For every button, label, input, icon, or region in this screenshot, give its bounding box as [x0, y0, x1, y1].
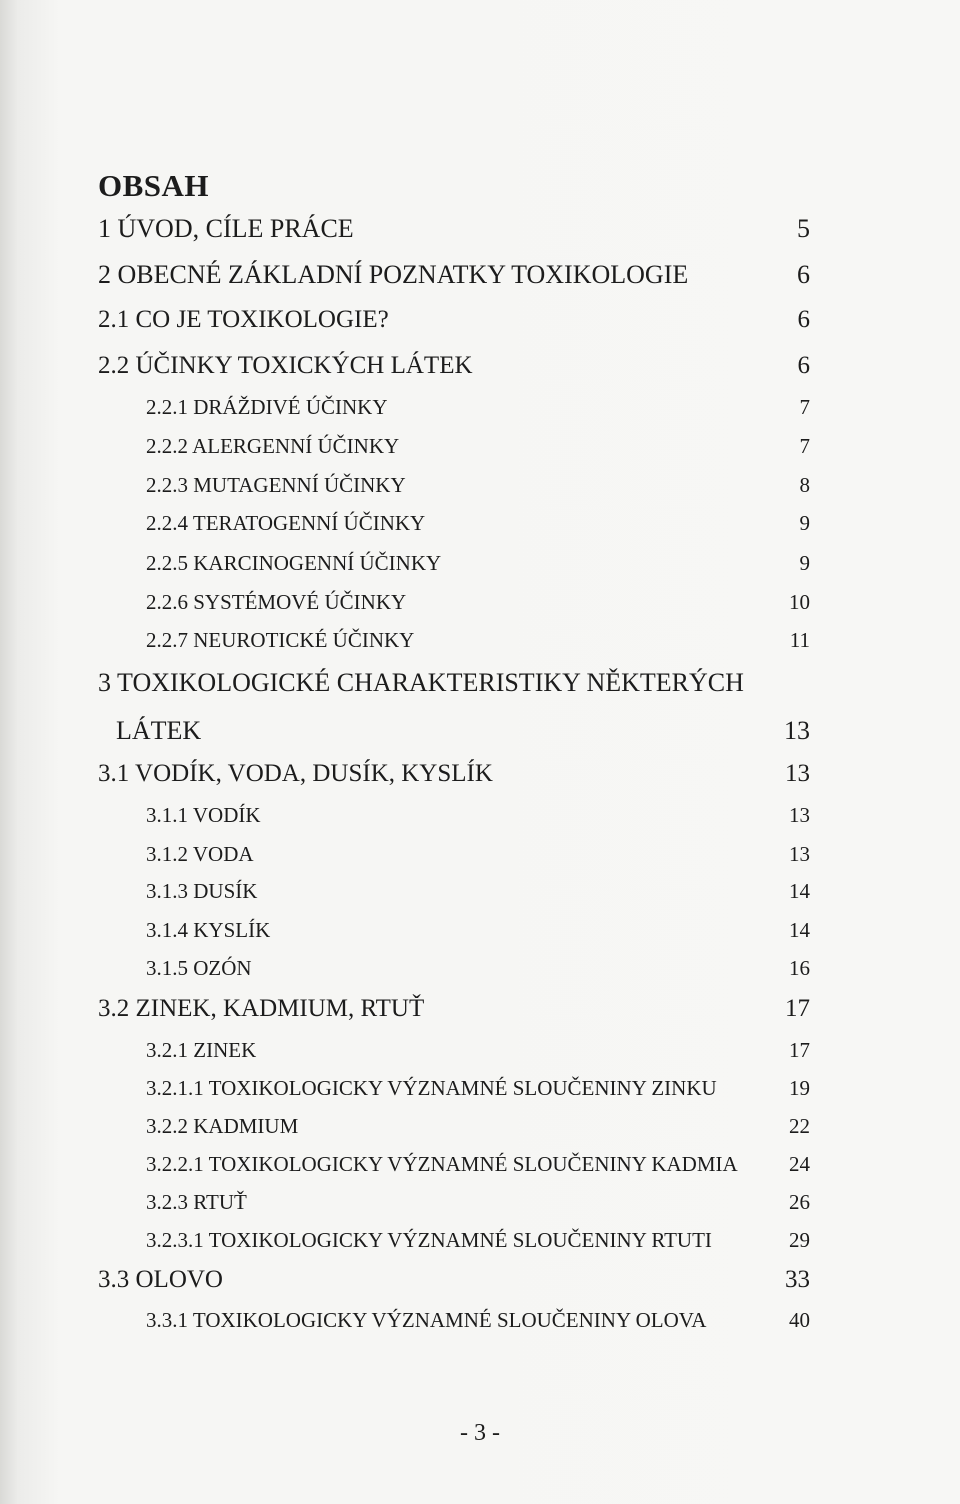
toc-entry-page: 13 [785, 760, 810, 787]
toc-entry [0, 918, 960, 952]
toc-entry-page: 14 [789, 879, 810, 903]
toc-entry [0, 628, 960, 662]
toc-entry-title: 3.2.3.1 TOXIKOLOGICKY VÝZNAMNÉ SLOUČENINY RTUTI [146, 1228, 712, 1252]
toc-entry-title: 3.2.2.1 TOXIKOLOGICKY VÝZNAMNÉ SLOUČENINY KADMIA [146, 1152, 738, 1176]
toc-entry [0, 551, 960, 585]
toc-entry [0, 716, 960, 750]
toc-entry-title: 3.1.2 VODA [146, 842, 254, 866]
toc-entry-page: 9 [799, 551, 810, 575]
toc-entry-title: 3.1.4 KYSLÍK [146, 918, 271, 942]
toc-entry-title: 2.2.3 MUTAGENNÍ ÚČINKY [146, 473, 406, 497]
toc-entry [0, 1114, 960, 1148]
toc-entry-page: 6 [797, 260, 810, 289]
toc-entry-page: 7 [799, 395, 810, 419]
toc-entry-title: 2.2.6 SYSTÉMOVÉ ÚČINKY [146, 590, 407, 614]
toc-entry-title: 2.2.2 ALERGENNÍ ÚČINKY [146, 434, 400, 458]
toc-entry-title: 3.2.3 RTUŤ [146, 1190, 247, 1214]
page-number: - 3 - [460, 1420, 500, 1446]
toc-entry [0, 434, 960, 468]
toc-entry-title: 2.2.5 KARCINOGENNÍ ÚČINKY [146, 551, 442, 575]
toc-entry [0, 1190, 960, 1224]
toc-entry [0, 1228, 960, 1262]
toc-entry [0, 1152, 960, 1186]
toc-entry-title: LÁTEK [116, 716, 202, 745]
toc-entry [0, 395, 960, 429]
toc-entry-page: 5 [797, 214, 810, 243]
toc-entry-page: 8 [799, 473, 810, 497]
toc-entry [0, 352, 960, 386]
toc-entry-title: 2.2 ÚČINKY TOXICKÝCH LÁTEK [98, 352, 473, 379]
toc-entry-title: 3.2.1 ZINEK [146, 1038, 257, 1062]
toc-entry-title: 3.1 VODÍK, VODA, DUSÍK, KYSLÍK [98, 760, 493, 787]
toc-entry-page: 6 [797, 352, 810, 379]
toc-entry-title: 2 OBECNÉ ZÁKLADNÍ POZNATKY TOXIKOLOGIE [98, 260, 689, 289]
toc-entry [0, 1038, 960, 1072]
toc-heading: OBSAH [98, 168, 210, 203]
toc-entry-page: 33 [785, 1266, 810, 1293]
toc-entry-page: 17 [785, 995, 810, 1022]
toc-entry [0, 214, 960, 248]
toc-entry-page: 6 [797, 306, 810, 333]
toc-entry [0, 995, 960, 1029]
toc-entry-title: 2.2.7 NEUROTICKÉ ÚČINKY [146, 628, 415, 652]
toc-entry-page: 13 [789, 842, 810, 866]
toc-entry-page: 11 [789, 628, 810, 652]
toc-entry [0, 1266, 960, 1300]
toc-entry [0, 590, 960, 624]
toc-entry-title: 2.2.1 DRÁŽDIVÉ ÚČINKY [146, 395, 388, 419]
toc-entry-page: 7 [799, 434, 810, 458]
toc-entry-title: 3.3 OLOVO [98, 1266, 223, 1293]
toc-entry [0, 1308, 960, 1342]
toc-entry-page: 17 [789, 1038, 810, 1062]
toc-entry-page: 13 [784, 716, 810, 745]
toc-entry [0, 306, 960, 340]
toc-entry-title: 3 TOXIKOLOGICKÉ CHARAKTERISTIKY NĚKTERÝCH [98, 668, 744, 697]
toc-entry-title: 1 ÚVOD, CÍLE PRÁCE [98, 214, 354, 243]
toc-entry-title: 3.2.2 KADMIUM [146, 1114, 299, 1138]
toc-entry-page: 16 [789, 956, 810, 980]
toc-entry-title: 3.3.1 TOXIKOLOGICKY VÝZNAMNÉ SLOUČENINY OLOVA [146, 1308, 707, 1332]
toc-entry [0, 668, 960, 702]
toc-entry-page: 10 [789, 590, 810, 614]
toc-entry [0, 260, 960, 294]
toc-entry [0, 956, 960, 990]
toc-entry [0, 842, 960, 876]
toc-entry-page: 9 [799, 511, 810, 535]
toc-entry-page: 13 [789, 803, 810, 827]
toc-entry [0, 760, 960, 794]
toc-entry-page: 22 [789, 1114, 810, 1138]
toc-entry-page: 26 [789, 1190, 810, 1214]
toc-entry-page: 14 [789, 918, 810, 942]
toc-entry [0, 803, 960, 837]
toc-entry-page: 29 [789, 1228, 810, 1252]
toc-entry-title: 3.1.3 DUSÍK [146, 879, 258, 903]
toc-entry-title: 3.1.1 VODÍK [146, 803, 261, 827]
toc-entry-title: 3.2 ZINEK, KADMIUM, RTUŤ [98, 995, 425, 1022]
toc-entry-title: 2.1 CO JE TOXIKOLOGIE? [98, 306, 389, 333]
toc-entry [0, 473, 960, 507]
toc-entry-page: 19 [789, 1076, 810, 1100]
toc-entry [0, 511, 960, 545]
toc-entry-title: 2.2.4 TERATOGENNÍ ÚČINKY [146, 511, 426, 535]
toc-entry-page: 24 [789, 1152, 810, 1176]
toc-entry [0, 879, 960, 913]
toc-entry [0, 1076, 960, 1110]
toc-entry-title: 3.1.5 OZÓN [146, 956, 252, 980]
toc-entry-title: 3.2.1.1 TOXIKOLOGICKY VÝZNAMNÉ SLOUČENINY ZINKU [146, 1076, 717, 1100]
toc-entry-page: 40 [789, 1308, 810, 1332]
